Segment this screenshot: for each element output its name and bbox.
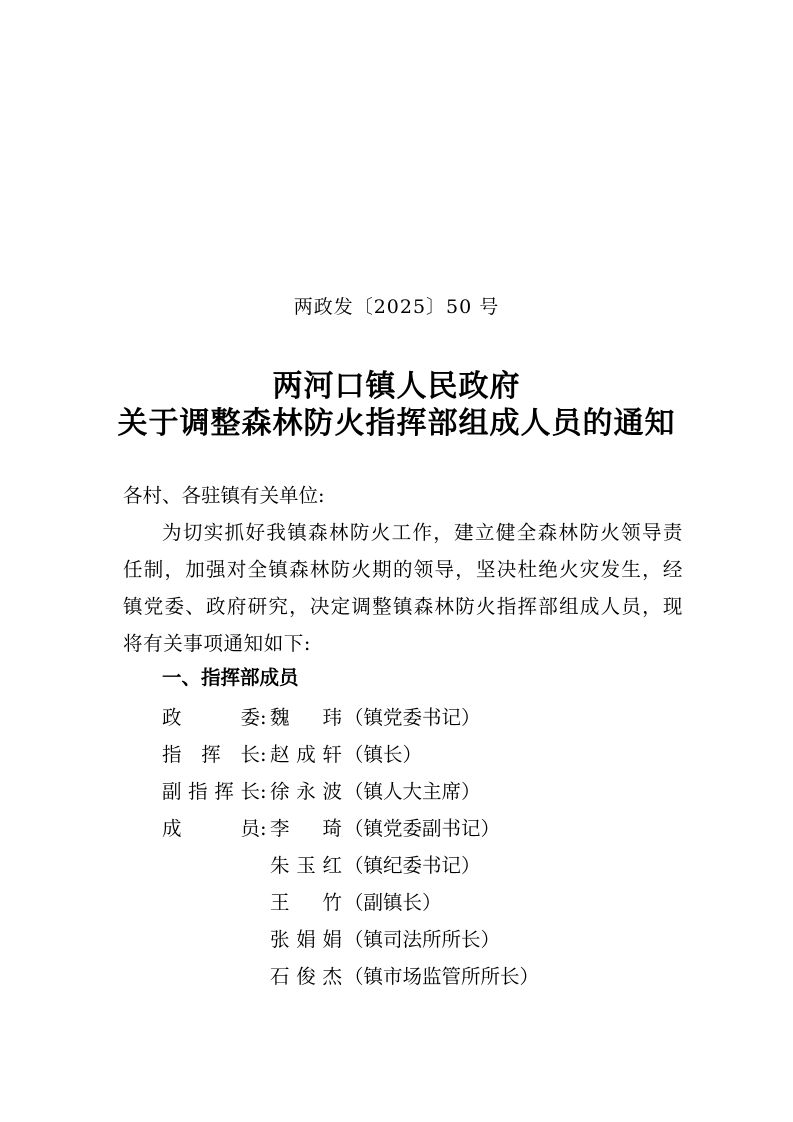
roster-row	[162, 847, 539, 884]
document-title-line-2: 关于调整森林防火指挥部组成人员的通知	[117, 406, 676, 441]
roster-note: （副镇长）	[344, 891, 442, 914]
roster-name: 朱玉红	[270, 854, 342, 877]
roster-role: 成员	[162, 817, 260, 840]
member-roster	[162, 699, 539, 995]
roster-name: 魏玮	[270, 706, 342, 729]
roster-note: （镇长）	[344, 743, 423, 766]
roster-note: （镇司法所所长）	[344, 928, 501, 951]
roster-row: 成员 : 李琦 （镇党委副书记）	[162, 810, 539, 847]
roster-name: 徐永波	[270, 780, 342, 803]
roster-role: 指挥长	[162, 743, 260, 766]
roster-note: （镇党委副书记）	[344, 817, 501, 840]
intro-paragraph: 为切实抓好我镇森林防火工作，建立健全森林防火领导责任制，加强对全镇森林防火期的领导，坚决杜绝火灾发生，经镇党委、政府研究，决定调整镇森林防火指挥部组成人员，现将有关事项通知如下:	[123, 521, 683, 655]
roster-name: 张娟娟	[270, 928, 342, 951]
roster-note: （镇纪委书记）	[344, 854, 481, 877]
roster-name: 李琦	[270, 817, 342, 840]
roster-role: 副指挥长	[162, 780, 260, 803]
roster-row: 副指挥长 : 徐永波 （镇人大主席）	[162, 773, 539, 810]
document-title-line-1: 两河口镇人民政府	[272, 369, 521, 404]
roster-name: 赵成轩	[270, 743, 342, 766]
document-number: 两政发〔2025〕50 号	[293, 296, 500, 318]
roster-row: 指挥长 : 赵成轩 （镇长）	[162, 736, 539, 773]
roster-row: 政委 : 魏玮 （镇党委书记）	[162, 699, 539, 736]
roster-note: （镇市场监管所所长）	[344, 965, 540, 988]
roster-row	[162, 958, 539, 995]
roster-note: （镇党委书记）	[344, 706, 481, 729]
roster-role: 政委	[162, 706, 260, 729]
roster-name: 石俊杰	[270, 965, 342, 988]
roster-row	[162, 884, 539, 921]
section-heading: 一、指挥部成员	[162, 666, 299, 689]
roster-row	[162, 921, 539, 958]
addressee: 各村、各驻镇有关单位:	[123, 484, 325, 507]
roster-note: （镇人大主席）	[344, 780, 481, 803]
roster-name: 王竹	[270, 891, 342, 914]
